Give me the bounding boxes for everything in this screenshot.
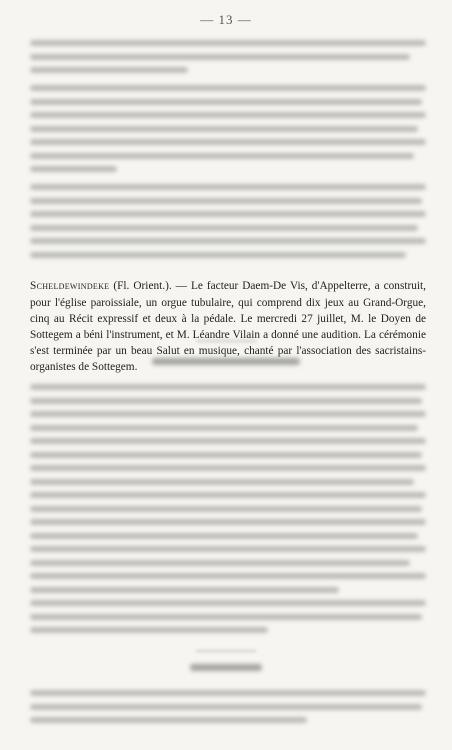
section-divider-2 xyxy=(196,650,256,652)
notice-province: (Fl. Orient.). xyxy=(113,280,172,293)
page-number: — 13 — xyxy=(200,12,252,27)
blurred-text-lower xyxy=(30,600,426,641)
notice-place: Scheldewindeke xyxy=(30,280,110,293)
blurred-text-bottom xyxy=(30,690,426,731)
notice-body: — Le facteur Daem-De Vis, d'Appelterre, a construit, pour l'église paroissiale, un orgue tubulaire, qui comprend dix jeux au Grand-Orgue, cinq au Récit expressif et deux à la pédale. Le mercredi 27 juillet, M. le Doyen de Sottegem a béni l'instrument, et M. Léandre Vilain a donné une audition. La cérémonie s'est terminée par un beau Salut en musique, chanté par l'association des sacristains-organistes de Sottegem. xyxy=(30,280,427,374)
blurred-text-top xyxy=(30,40,426,265)
blurred-section-heading-2 xyxy=(190,664,262,671)
blurred-text-middle xyxy=(30,384,426,600)
section-divider xyxy=(196,340,256,342)
blurred-section-heading xyxy=(152,358,300,365)
